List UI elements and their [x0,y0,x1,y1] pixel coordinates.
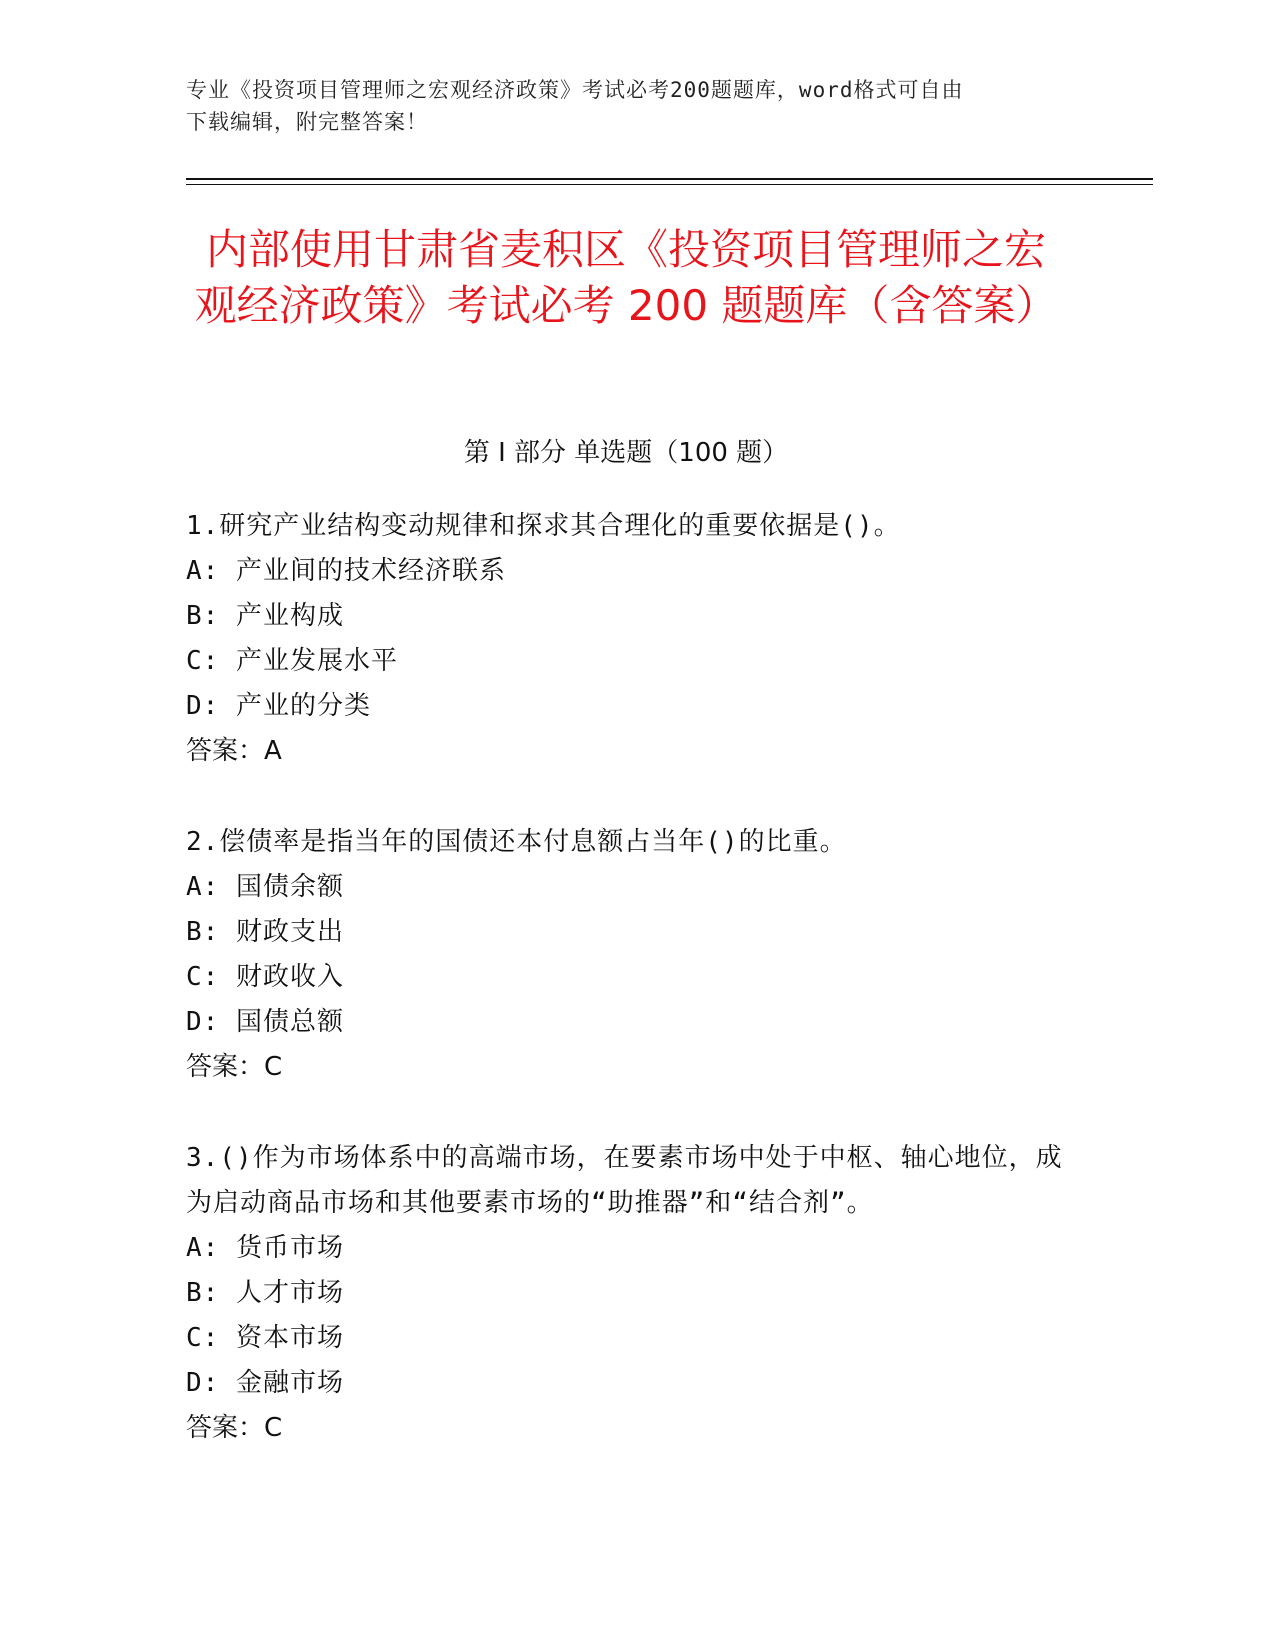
option-d: D: 产业的分类 [186,691,371,721]
question-1 [186,504,1066,774]
header-note: 专业《投资项目管理师之宏观经济政策》考试必考200题题库，word格式可自由 下载编辑，附完整答案！ [186,78,964,134]
option-b: B: 财政支出 [186,917,344,947]
option-c: C: 财政收入 [186,962,344,992]
option-b: B: 人才市场 [186,1278,344,1308]
answer: 答案：C [186,1413,283,1443]
question-stem: 2.偿债率是指当年的国债还本付息额占当年()的比重。 [186,827,847,857]
option-b: B: 产业构成 [186,601,344,631]
question-stem: 3.()作为市场体系中的高端市场，在要素市场中处于中枢、轴心地位，成为启动商品市场和其他要素市场的“助推器”和“结合剂”。 [186,1143,1063,1218]
option-c: C: 产业发展水平 [186,646,398,676]
answer: 答案：A [186,736,282,766]
option-c: C: 资本市场 [186,1323,344,1353]
question-3 [186,1136,1066,1451]
header-divider-thin [186,184,1153,185]
answer: 答案：C [186,1052,283,1082]
option-a: A: 国债余额 [186,872,344,902]
option-a: A: 货币市场 [186,1233,344,1263]
option-d: D: 金融市场 [186,1368,344,1398]
section-title: 第 I 部分 单选题（100 题） [463,438,789,468]
question-2 [186,820,1066,1090]
document-title: 内部使用甘肃省麦积区《投资项目管理师之宏观经济政策》考试必考 200 题题库（含答案） [194,225,1058,330]
question-stem: 1.研究产业结构变动规律和探求其合理化的重要依据是()。 [186,511,901,541]
option-d: D: 国债总额 [186,1007,344,1037]
option-a: A: 产业间的技术经济联系 [186,556,506,586]
header-divider-thick [186,178,1153,180]
